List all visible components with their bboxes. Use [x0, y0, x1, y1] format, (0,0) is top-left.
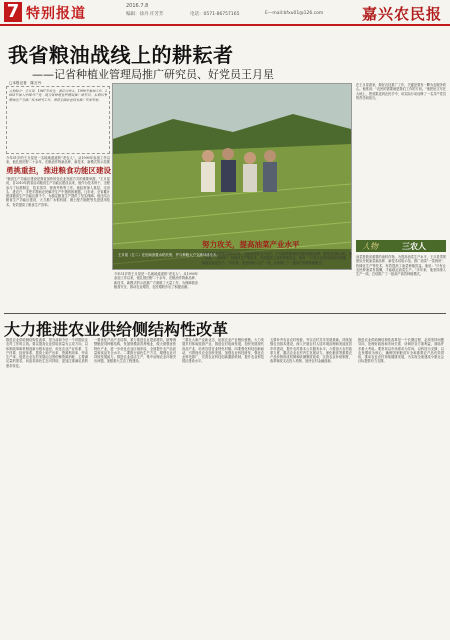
- paragraph-4: 在王月星看来，做好农技推广工作，关键是要有一颗为农服务的心。他常说："农民的需要就是我们工作的方向。"他把论文写在大地上，把成果送到农民手中，用实际行动诠释了一名共产党员的责任和担当。: [356, 83, 446, 100]
- editor-credit: 编辑：徐丹 许芳芳: [126, 12, 164, 17]
- article-divider: [4, 313, 446, 314]
- issue-date: 2016.7.8: [126, 3, 149, 9]
- page-number: 7: [4, 2, 22, 22]
- paragraph-3: 油菜是我省重要的油料作物。为提高油菜生产水平，王月星带领团队开展油菜新品种、新技术试验示范，推广油菜"一菜两用"、机械化生产等技术，有效提高了油菜种植效益。他说："只有让农民种油菜有钱赚，才能稳定油菜生产。"多年来，他坚持深入生产一线，总结推广了一批高产高效种植模式。: [202, 252, 352, 265]
- column-tag: [356, 240, 446, 252]
- paragraph-2: "粮食生产功能区建设是我省加快转变农业发展方式的重要举措。"王月星说，自2010年我省启动粮食生产功能区建设以来，他作为技术骨干，全程参与了标准制定、技术指导、督查考核等工作。他经常深入基层，走田头、进农户，手把手帮助农民解决生产中遇到的难题。几年来，全省累计建成粮食生产功能区数千个，为稳定粮食生产提供了坚实保障。他还结合粮食生产功能区建设，大力推广水稻机插、测土配方施肥等先进适用技术，有效提高了粮食生产效率。: [6, 177, 110, 207]
- subhead-1: 勇挑重担，推进粮食功能区建设: [6, 166, 111, 175]
- intro-box: [6, 81, 110, 154]
- column-tag-badge: 人物: [362, 242, 378, 251]
- phone-number: 电话：0571-86757165: [190, 12, 240, 17]
- a2-col-1: 推进农业供给侧结构性改革，是当前和今后一个时期农业农村工作的主线。要以提高农业供给质量为主攻方向，以体制改革和机制创新为根本途径，优化农业产业体系、生产体系、经营体系，提高土地产出率、资源利用率、劳动生产率，促进农业农村发展由过度依赖资源消耗、主要满足量的需求，向追求绿色生态可持续、更加注重满足质的需求转变。: [6, 338, 88, 368]
- photo-caption: 王月星（左二）在田间查看水稻长势，并与种粮大户交流种植技术。: [118, 253, 220, 257]
- a2-col-5: 推进农业供给侧结构性改革是一个长期过程，必须坚持问题导向，处理好政府和市场关系、协调好各方面利益，面临许多重大考验。要坚持以市场需求为导向，以科技为支撑，以农民增收为核心，确保国家粮食安全和重要农产品有效供给，推动农业农村持续健康发展，为实现全面建成小康社会目标提供有力支撑。: [358, 338, 444, 364]
- paragraph-2-cont: 今年51岁的王月星是一名地地道道的"老农人"。从1990年参加工作以来，他扎根田野二十余年，在粮油作物新品种、新技术、新模式的示范推广方面做了大量工作，为保障我省粮食安全、推动农业增效、农民增收作出了积极贡献。: [114, 272, 198, 289]
- a2-col-3: 三要壮大新产业新业态，拓展农业产业链价值链。大力发展乡村休闲旅游产业，推进农村电商发展，加快发展现代食品产业，培育宜居宜业特色村镇。四要强化科技创新驱动，引领现代农业加快发展。加强农业科技研发，强化农业科技推广，完善农业科技创新激励机制，提升农业科技园区建设水平。: [182, 338, 264, 364]
- article-title: 我省粮油战线上的耕耘者: [8, 43, 234, 67]
- newspaper-logo: 嘉兴农民报: [362, 5, 443, 23]
- a2-col-2: 一要优化产品产业结构，着力推进农业提质增效。统筹调整粮经饲种植结构，发展规模高效养殖业，做大做强优势特色产业，进一步优化农业区域布局，全面提升农产品质量和食品安全水平。二要推行绿色生产方式，增强农业可持续发展能力。推进农业清洁生产，集中治理农业环境突出问题，加强重大生态工程建设。: [94, 338, 176, 364]
- byline: □本报记者 陈万丹: [9, 81, 42, 85]
- article-2-title: 大力推进农业供给侧结构性改革: [4, 320, 229, 339]
- intro-text: 人物简介：王月星，1967年出生，浙江台州人，1990年参加工作，2003年加入中国共产党，现为省种植业管理局推广研究员，长期从事粮油生产与推广技术研究工作，曾获全国农业技术推广奖等荣誉。: [9, 89, 107, 102]
- a2-col-4: 五要补齐农业农村短板，夯实农村共享发展基础。持续加强农田基本建设，深入开展农村人居环境治理和美丽宜居乡村建设，提升农村基本公共服务水平。六要加大农村改革力度，激活农业农村内生发展动力。深化粮食等重要农产品价格形成机制和收储制度改革，完善农业补贴制度，改革财政支农投入机制，加快农村金融创新。: [270, 338, 352, 364]
- subhead-2: 努力攻关，提高油菜产业水平: [202, 240, 300, 249]
- email-address: E—mail:bfxu01@126.com: [265, 11, 324, 16]
- column-tag-label: 三农人: [402, 242, 426, 251]
- header-rule: [0, 24, 450, 26]
- section-name: 特别报道: [26, 6, 86, 22]
- paragraph-1: 今年51岁的王月星是一名地地道道的"老农人"。从1990年参加工作以来，他扎根田野二十余年，在粮油作物新品种、新技术、新模式的示范推: [6, 156, 110, 164]
- paragraph-5: 油菜是我省重要的油料作物。为提高油菜生产水平，王月星带领团队开展油菜新品种、新技术试验示范，推广油菜"一菜两用"、机械化生产等技术，有效提高了油菜种植效益。他说："只有让农民种油菜有钱赚，才能稳定油菜生产。"多年来，他坚持深入生产一线，总结推广了一批高产高效种植模式。: [356, 255, 446, 277]
- article-subtitle: ——记省种植业管理局推广研究员、好党员王月星: [32, 68, 274, 81]
